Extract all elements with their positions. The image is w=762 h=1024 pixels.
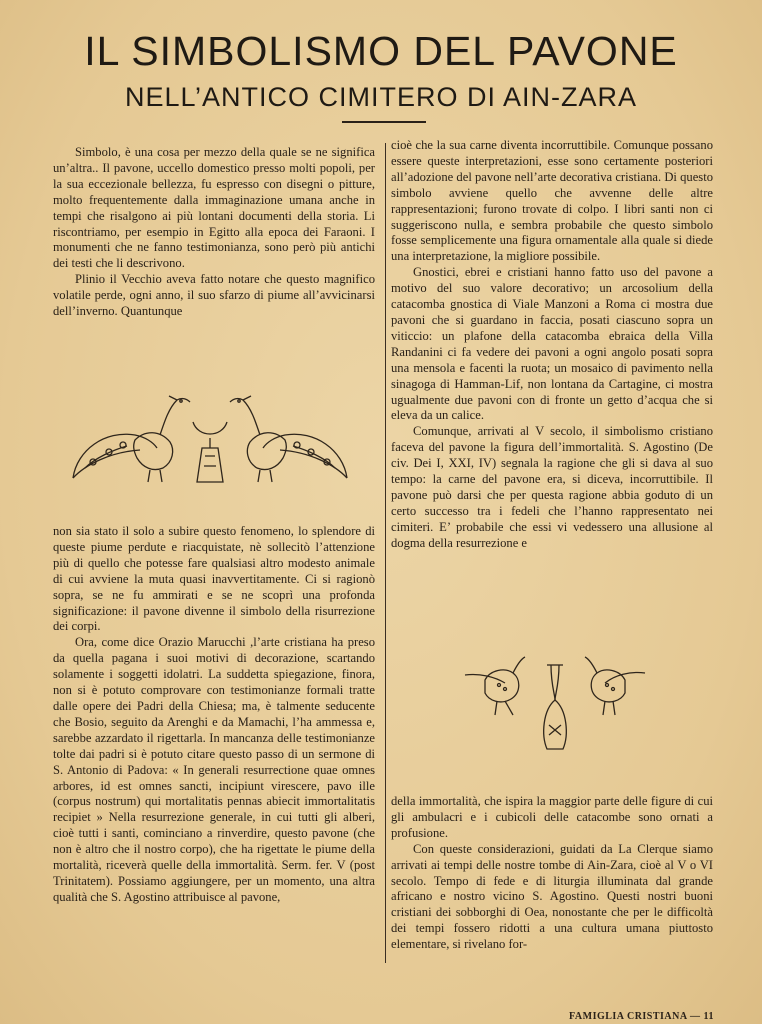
left-column-bottom [53, 524, 375, 906]
paragraph: Gnostici, ebrei e cristiani hanno fatto uso del pavone a motivo del suo valore decorativo; un arcosolium della catacomba gnostica di Viale Manzoni a Roma ci mostra due pavoni che si guardano in faccia, posati ciascuno sopra un viticcio: un plafone della catacomba ebraica della Villa Randanini ci fa vedere dei pavoni a ogni angolo posati sopra una mensola e facenti la ruota; un mosaico di pavimento nella sinagoga di Hamman-Lif, non lontana da Cartagine, ci mostra ugualmente due pavoni con di fronte un getto d’acqua che si eleva da un calice. [391, 265, 713, 423]
peacocks-chalice-illustration [65, 390, 355, 490]
column-divider [385, 143, 386, 963]
paragraph: non sia stato il solo a subire questo fenomeno, lo splendore di queste piume perdute e riacquistate, nè sollecitò l’attenzione più di quello che potesse fare qualsiasi altro modesto animale di cui avviene la muta quasi inavvertitamente. Ci si ragionò sopra, se ne fu ammirati e se ne scoprì una profonda significazione: il pavone divenne il simbolo della risurrezione dei corpi. [53, 524, 375, 634]
paragraph: cioè che la sua carne diventa incorruttibile. Comunque possano essere queste interpretazioni, esse sono certamente posteriori all’adozione del pavone nell’arte decorativa cristiana. Di questo simbolo avviene quello che avvenne delle altre rappresentazioni; furono trovate di colpo. I libri santi non ci suggeriscono nulla, e sembra probabile che questo simbolo fosse semplicemente una figura ornamentale alla quale si diede una interpretazione, la migliore possibile. [391, 138, 713, 264]
paragraph: Ora, come dice Orazio Marucchi ,l’arte cristiana ha preso da quella pagana i suoi motivi di decorazione, scartando solamente i soggetti idolatri. La suddetta spiegazione, finora, non si è potuto comprovare con testimonianze formali tratte dalle opere dei Padri della Chiesa; ma, è talmente seducente che Bosio, seguito da Arenghi e da Mamachi, l’ha ammessa e, sarebbe azzardato il rigettarla. In mancanza delle testimonianze tolte dai padri si è potuto citare questo passo di un sermone di S. Antonio di Padova: « In generali resurrectione quae omnes arbores, id est omnes sancti, incipiunt virescere, pavo ille (corpus nostrum) qui mortalitatis pennas abiecit immortalitatis recipiet » Nella resurrezione generale, in cui tutti gli alberi, cioè tutti i santi, cominciano a rinverdire, questo pavone (che non è altro che il nostro corpo), che ha rigettate le piume della mortalità, riceverà quelle della immortalità. Serm. fer. V (post Trinitatem). Possiamo aggiungere, per un momento, una altra qualità che S. Agostino attribuisce al pavone, [53, 635, 375, 904]
birds-vase-illustration [455, 655, 655, 755]
right-column-top [391, 138, 713, 552]
title-rule [342, 121, 426, 123]
page-footer: FAMIGLIA CRISTIANA — 11 [569, 1011, 714, 1022]
article-subtitle: NELL’ANTICO CIMITERO DI AIN-ZARA [124, 82, 638, 112]
right-column-bottom [391, 794, 713, 953]
paragraph: Con queste considerazioni, guidati da La Clerque siamo arrivati ai tempi delle nostre tombe di Ain-Zara, cioè al V o VI secolo. Tempo di fede e di liturgia illuminata dal grande africano e nostro vicino S. Agostino. Questi nostri buoni cristiani dei sobborghi di Oea, nonostante che per le difficoltà dei tempi fossero ridotti a una cultura umana piuttosto elementare, si rivelano for- [391, 841, 713, 952]
left-column-top [53, 145, 375, 320]
paragraph: Simbolo, è una cosa per mezzo della quale se ne significa un’altra.. Il pavone, uccello domestico presso molti popoli, per la sua eccezionale bellezza, fu espresso con disegni o pitture, molto frequentemente dalla immaginazione umana anche in tempi che risalgono ai più lontani documenti della storia. Li riscontriamo, per esempio in Egitto alla epoca dei Faraoni. I monumenti che ne fanno testimonianza, sono però più antichi dei testi che li descrivono. [53, 145, 375, 271]
paragraph: della immortalità, che ispira la maggior parte delle figure di cui gli ambulacri e i cubicoli delle catacombe sono ornati a profusione. [391, 794, 713, 840]
article-title: IL SIMBOLISMO DEL PAVONE [84, 28, 678, 74]
paragraph: Comunque, arrivati al V secolo, il simbolismo cristiano faceva del pavone la figura dell’immortalità. S. Agostino (De civ. Dei I, XXI, IV) segnala la ragione che gli si dava al suo tempo: la carne del pavone era, si diceva, incorruttibile. Il pavone può darsi che per questa ragione abbia goduto di un certo successo tra i fedeli che l’hanno rappresentato nei cimiteri. E’ probabile che essi vi vedessero una allusione al dogma della resurrezione e [391, 424, 713, 550]
paragraph: Plinio il Vecchio aveva fatto notare che questo magnifico volatile perde, ogni anno, il suo sfarzo di piume all’avvicinarsi dell’inverno. Quantunque [53, 272, 375, 319]
